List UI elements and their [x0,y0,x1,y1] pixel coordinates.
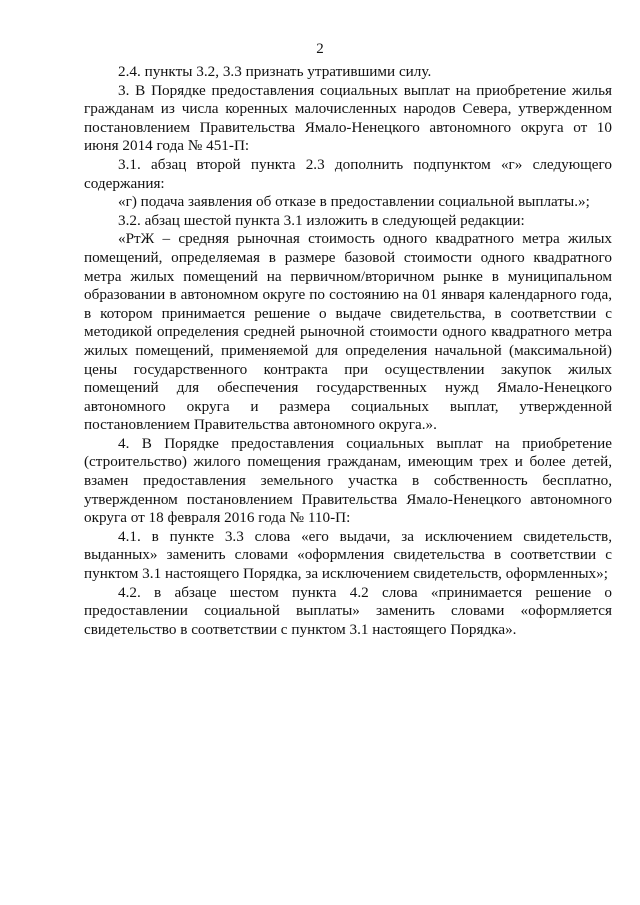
paragraph-3-2: 3.2. абзац шестой пункта 3.1 изложить в следующей редакции: [118,211,525,229]
paragraph-subitem-g: «г) подача заявления об отказе в предоставлении социальной выплаты.»; [118,193,590,211]
document-body [84,63,612,639]
paragraph-rtzh-definition: «РтЖ – средняя рыночная стоимость одного квадратного метра жилых помещений, определяемая в размере базовой стоимости одного квадратного метра жилых помещений на первичном/вторичном рынке в муниципальном образовании в автономном округе по состоянию на 01 января календарного года, в котором принимается решение о выдаче свидетельства, в соответствии с методикой определения средней рыночной стоимости одного квадратного метра жилых помещений, применяемой для определения начальной (максимальной) цены государственного контракта при осуществлении закупок жилых помещений для обеспечения государственных нужд Ямало-Ненецкого автономного округа и размера социальных выплат, утвержденной постановлением Правительства автономного округа.». [84,230,612,434]
paragraph-4-2: 4.2. в абзаце шестом пункта 4.2 слова «принимается решение о предоставлении социальной выплаты» заменить словами «оформляется свидетельство в соответствии с пунктом 3.1 настоящего Порядка». [84,583,612,638]
paragraph-4-1: 4.1. в пункте 3.3 слова «его выдачи, за исключением свидетельств, выданных» заменить словами «оформления свидетельства в соответствии с пунктом 3.1 настоящего Порядка, за исключением свидетельств, оформленных»; [84,527,612,583]
paragraph-3: 3. В Порядке предоставления социальных выплат на приобретение жилья гражданам из числа коренных малочисленных народов Севера, утвержденном постановлением Правительства Ямало-Ненецкого автономного округа от 10 июня 2014 года № 451-П: [84,81,612,155]
paragraph-3-1: 3.1. абзац второй пункта 2.3 дополнить подпунктом «г» следующего содержания: [84,155,612,192]
paragraph-4: 4. В Порядке предоставления социальных выплат на приобретение (строительство) жилого помещения гражданам, имеющим трех и более детей, взамен предоставления земельного участка в собственность бесплатно, утвержденном постановлением Правительства Ямало-Ненецкого автономного округа от 18 февраля 2016 года № 110-П: [84,434,612,527]
paragraph-2-4: 2.4. пункты 3.2, 3.3 признать утратившими силу. [118,63,432,80]
page-number: 2 [316,41,324,57]
